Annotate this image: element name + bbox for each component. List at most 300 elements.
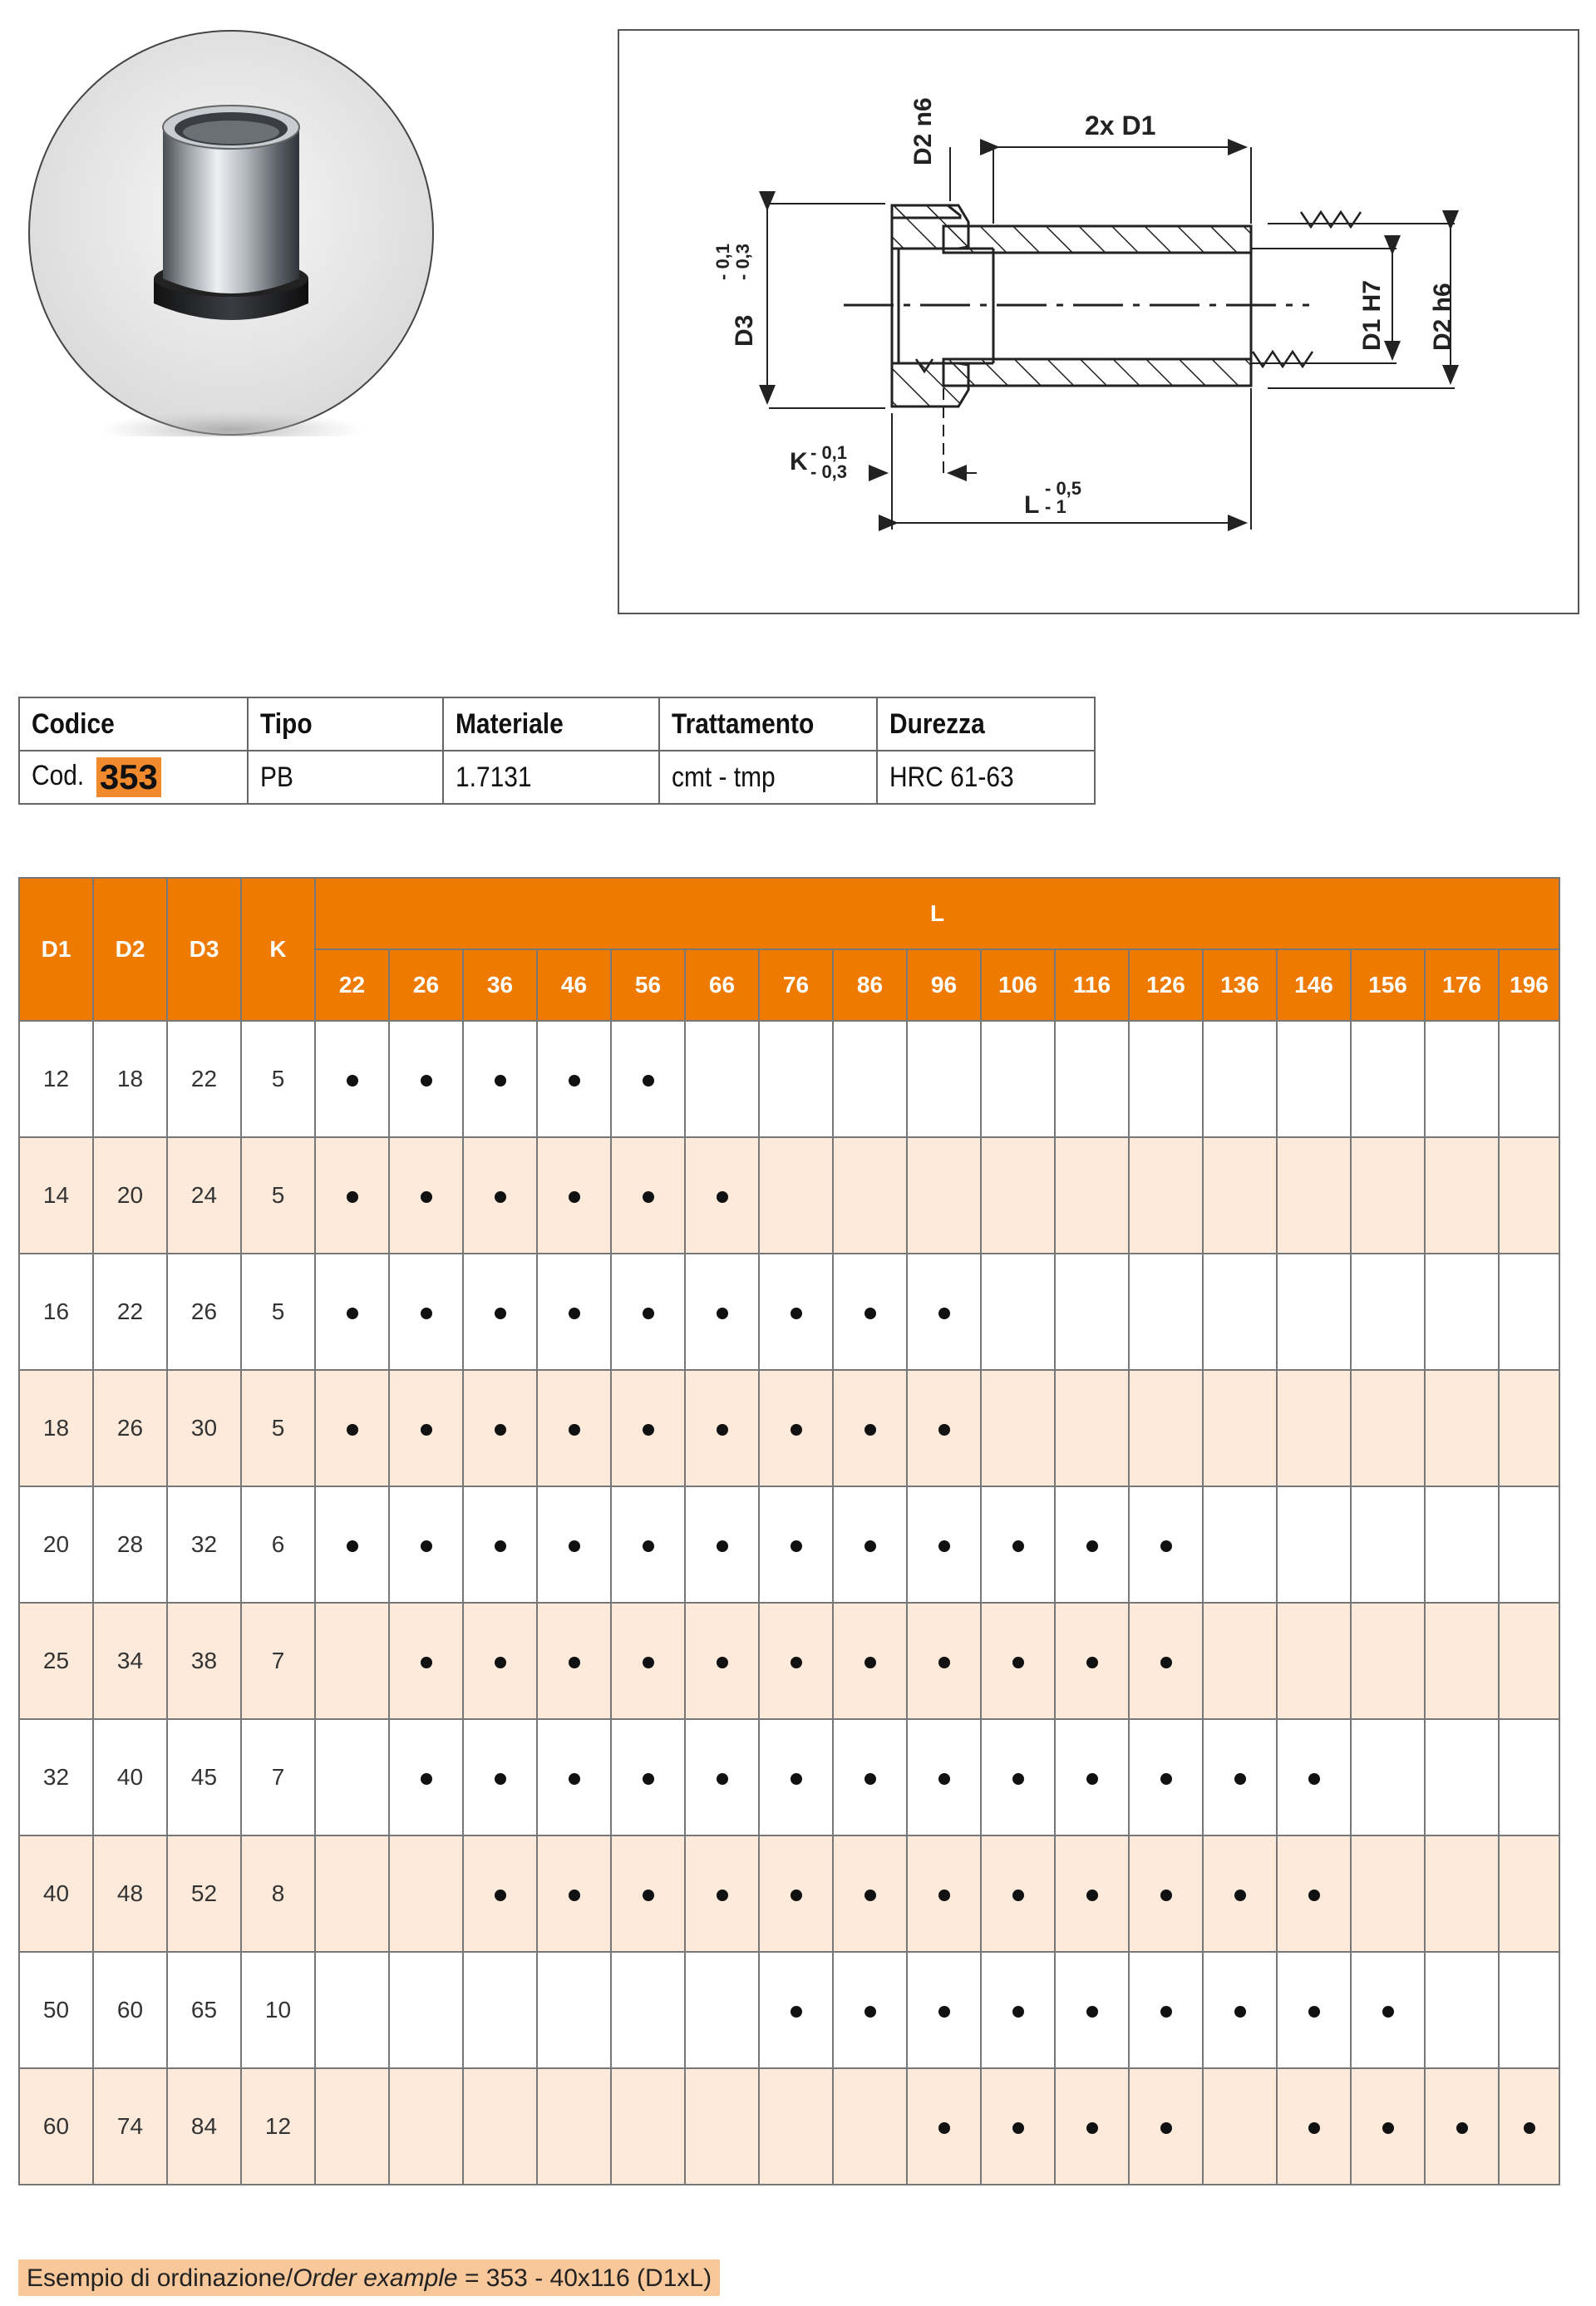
availability-cell bbox=[1425, 1486, 1499, 1603]
availability-cell bbox=[685, 1486, 759, 1603]
available-dot bbox=[1382, 2122, 1394, 2134]
availability-cell bbox=[1425, 1835, 1499, 1952]
availability-cell bbox=[1129, 1370, 1203, 1486]
available-dot bbox=[1234, 1773, 1246, 1785]
availability-cell bbox=[315, 1835, 389, 1952]
availability-cell bbox=[1351, 2068, 1425, 2185]
availability-cell bbox=[389, 1486, 463, 1603]
cell-k: 12 bbox=[241, 2068, 315, 2185]
available-dot bbox=[1160, 2006, 1172, 2018]
available-dot bbox=[569, 1424, 580, 1436]
cell-d3: 26 bbox=[167, 1254, 241, 1370]
header-l-value: 156 bbox=[1351, 949, 1425, 1021]
availability-cell bbox=[537, 2068, 611, 2185]
availability-cell bbox=[907, 1486, 981, 1603]
availability-cell bbox=[389, 2068, 463, 2185]
availability-cell bbox=[611, 1486, 685, 1603]
table-header-row-1 bbox=[19, 878, 1559, 949]
availability-cell bbox=[833, 1835, 907, 1952]
availability-cell bbox=[1351, 1486, 1425, 1603]
cell-k: 5 bbox=[241, 1021, 315, 1137]
availability-cell bbox=[907, 1719, 981, 1835]
availability-cell bbox=[463, 1370, 537, 1486]
cell-d2: 40 bbox=[93, 1719, 167, 1835]
availability-cell bbox=[1203, 1835, 1277, 1952]
table-row bbox=[19, 1603, 1559, 1719]
available-dot bbox=[569, 1075, 580, 1086]
availability-cell bbox=[1425, 1719, 1499, 1835]
spec-code-cell bbox=[19, 751, 248, 804]
availability-cell bbox=[685, 1603, 759, 1719]
availability-cell bbox=[1499, 1021, 1559, 1137]
available-dot bbox=[1160, 1540, 1172, 1552]
available-dot bbox=[1012, 2122, 1024, 2134]
availability-cell bbox=[1203, 1021, 1277, 1137]
availability-cell bbox=[1277, 1254, 1351, 1370]
availability-cell bbox=[389, 1835, 463, 1952]
cell-k: 7 bbox=[241, 1603, 315, 1719]
available-dot bbox=[643, 1191, 654, 1203]
cell-d2: 34 bbox=[93, 1603, 167, 1719]
header-l-value: 136 bbox=[1203, 949, 1277, 1021]
availability-cell bbox=[315, 1486, 389, 1603]
availability-cell bbox=[1351, 1603, 1425, 1719]
availability-cell bbox=[537, 1137, 611, 1254]
available-dot bbox=[864, 1424, 876, 1436]
cell-k: 8 bbox=[241, 1835, 315, 1952]
availability-cell bbox=[611, 1719, 685, 1835]
availability-cell bbox=[759, 2068, 833, 2185]
header-l-value: 76 bbox=[759, 949, 833, 1021]
availability-cell bbox=[1129, 1835, 1203, 1952]
availability-cell bbox=[1055, 1254, 1129, 1370]
availability-cell bbox=[685, 1835, 759, 1952]
availability-cell bbox=[1129, 1137, 1203, 1254]
availability-cell bbox=[1129, 1603, 1203, 1719]
availability-cell bbox=[759, 1952, 833, 2068]
header-l-value: 196 bbox=[1499, 949, 1559, 1021]
available-dot bbox=[1524, 2122, 1535, 2134]
availability-cell bbox=[389, 1370, 463, 1486]
available-dot bbox=[717, 1890, 728, 1901]
availability-cell bbox=[981, 1254, 1055, 1370]
availability-cell bbox=[1499, 1603, 1559, 1719]
table-row bbox=[19, 1719, 1559, 1835]
available-dot bbox=[1086, 2122, 1098, 2134]
availability-cell bbox=[611, 1952, 685, 2068]
header-l-value: 22 bbox=[315, 949, 389, 1021]
availability-cell bbox=[1203, 1719, 1277, 1835]
cell-d1: 16 bbox=[19, 1254, 93, 1370]
availability-cell bbox=[1277, 1603, 1351, 1719]
availability-cell bbox=[1203, 1603, 1277, 1719]
availability-cell bbox=[1203, 1254, 1277, 1370]
header-l-value: 56 bbox=[611, 949, 685, 1021]
available-dot bbox=[1308, 2122, 1320, 2134]
available-dot bbox=[1012, 1773, 1024, 1785]
available-dot bbox=[1160, 1773, 1172, 1785]
availability-cell bbox=[907, 2068, 981, 2185]
available-dot bbox=[938, 1890, 950, 1901]
availability-cell bbox=[537, 1719, 611, 1835]
available-dot bbox=[938, 1773, 950, 1785]
availability-cell bbox=[759, 1486, 833, 1603]
cell-d1: 18 bbox=[19, 1370, 93, 1486]
technical-drawing bbox=[618, 29, 1579, 614]
available-dot bbox=[1234, 2006, 1246, 2018]
header-l-value: 26 bbox=[389, 949, 463, 1021]
cell-k: 10 bbox=[241, 1952, 315, 2068]
availability-cell bbox=[759, 1021, 833, 1137]
cod-number-badge: 353 bbox=[96, 757, 161, 797]
availability-cell bbox=[1203, 1486, 1277, 1603]
availability-cell bbox=[611, 1835, 685, 1952]
availability-cell bbox=[1351, 1370, 1425, 1486]
available-dot bbox=[1086, 2006, 1098, 2018]
availability-cell bbox=[1129, 1021, 1203, 1137]
availability-cell bbox=[463, 1254, 537, 1370]
available-dot bbox=[495, 1424, 506, 1436]
header-l-value: 86 bbox=[833, 949, 907, 1021]
cell-d2: 20 bbox=[93, 1137, 167, 1254]
availability-cell bbox=[685, 1952, 759, 2068]
spec-header-durezza: Durezza bbox=[877, 697, 1095, 751]
available-dot bbox=[717, 1773, 728, 1785]
availability-cell bbox=[833, 1719, 907, 1835]
availability-cell bbox=[1351, 1719, 1425, 1835]
available-dot bbox=[569, 1657, 580, 1668]
available-dot bbox=[864, 1308, 876, 1319]
k-tol-bottom: - 0,3 bbox=[810, 461, 848, 482]
available-dot bbox=[864, 1890, 876, 1901]
cell-d1: 50 bbox=[19, 1952, 93, 2068]
available-dot bbox=[643, 1657, 654, 1668]
header-l-value: 96 bbox=[907, 949, 981, 1021]
d3-label: D3 bbox=[731, 314, 758, 347]
availability-cell bbox=[1129, 1254, 1203, 1370]
available-dot bbox=[643, 1773, 654, 1785]
available-dot bbox=[643, 1075, 654, 1086]
available-dot bbox=[421, 1657, 432, 1668]
availability-cell bbox=[907, 1952, 981, 2068]
availability-cell bbox=[537, 1486, 611, 1603]
example-prefix: Esempio di ordinazione/ bbox=[27, 2264, 293, 2292]
two-d1-label: 2x D1 bbox=[1085, 111, 1156, 140]
availability-cell bbox=[537, 1952, 611, 2068]
available-dot bbox=[495, 1308, 506, 1319]
availability-cell bbox=[389, 1254, 463, 1370]
table-row bbox=[19, 2068, 1559, 2185]
cell-k: 6 bbox=[241, 1486, 315, 1603]
available-dot bbox=[864, 1540, 876, 1552]
availability-cell bbox=[759, 1370, 833, 1486]
available-dot bbox=[643, 1540, 654, 1552]
available-dot bbox=[347, 1191, 358, 1203]
available-dot bbox=[569, 1773, 580, 1785]
availability-cell bbox=[1277, 1370, 1351, 1486]
availability-cell bbox=[833, 2068, 907, 2185]
availability-cell bbox=[389, 1021, 463, 1137]
availability-cell bbox=[1499, 1370, 1559, 1486]
cell-d3: 84 bbox=[167, 2068, 241, 2185]
available-dot bbox=[791, 1890, 802, 1901]
cell-d2: 28 bbox=[93, 1486, 167, 1603]
availability-cell bbox=[1055, 2068, 1129, 2185]
spec-tipo-value: PB bbox=[248, 751, 443, 804]
availability-cell bbox=[537, 1835, 611, 1952]
availability-cell bbox=[315, 1137, 389, 1254]
header-l-value: 176 bbox=[1425, 949, 1499, 1021]
d3-tol-top: - 0,1 bbox=[712, 243, 733, 280]
availability-cell bbox=[981, 1835, 1055, 1952]
cell-d2: 18 bbox=[93, 1021, 167, 1137]
available-dot bbox=[643, 1308, 654, 1319]
availability-cell bbox=[1203, 1370, 1277, 1486]
available-dot bbox=[938, 1657, 950, 1668]
availability-cell bbox=[685, 2068, 759, 2185]
availability-cell bbox=[1277, 1835, 1351, 1952]
spec-header-codice: Codice bbox=[19, 697, 248, 751]
available-dot bbox=[1012, 1657, 1024, 1668]
availability-cell bbox=[1425, 1254, 1499, 1370]
header-l-value: 46 bbox=[537, 949, 611, 1021]
cell-d3: 65 bbox=[167, 1952, 241, 2068]
availability-cell bbox=[1277, 1486, 1351, 1603]
available-dot bbox=[717, 1308, 728, 1319]
cell-d3: 52 bbox=[167, 1835, 241, 1952]
availability-cell bbox=[1351, 1835, 1425, 1952]
header-l-value: 106 bbox=[981, 949, 1055, 1021]
available-dot bbox=[1012, 2006, 1024, 2018]
availability-cell bbox=[759, 1835, 833, 1952]
product-photo bbox=[27, 29, 435, 436]
availability-cell bbox=[1055, 1603, 1129, 1719]
available-dot bbox=[938, 1308, 950, 1319]
availability-cell bbox=[981, 1021, 1055, 1137]
availability-cell bbox=[1055, 1137, 1129, 1254]
cell-d3: 30 bbox=[167, 1370, 241, 1486]
availability-cell bbox=[1129, 1486, 1203, 1603]
available-dot bbox=[1160, 2122, 1172, 2134]
available-dot bbox=[1160, 1657, 1172, 1668]
cell-d3: 38 bbox=[167, 1603, 241, 1719]
availability-cell bbox=[981, 1370, 1055, 1486]
spec-value-row bbox=[19, 751, 1095, 804]
available-dot bbox=[495, 1075, 506, 1086]
available-dot bbox=[791, 1540, 802, 1552]
cell-d2: 60 bbox=[93, 1952, 167, 2068]
cell-d1: 12 bbox=[19, 1021, 93, 1137]
availability-cell bbox=[685, 1021, 759, 1137]
d2n6-label: D2 n6 bbox=[909, 97, 937, 165]
availability-cell bbox=[1499, 1137, 1559, 1254]
availability-cell bbox=[1351, 1952, 1425, 2068]
table-row bbox=[19, 1021, 1559, 1137]
cell-d1: 25 bbox=[19, 1603, 93, 1719]
availability-cell bbox=[907, 1603, 981, 1719]
available-dot bbox=[1012, 1890, 1024, 1901]
available-dot bbox=[1456, 2122, 1468, 2134]
available-dot bbox=[569, 1308, 580, 1319]
availability-cell bbox=[1055, 1719, 1129, 1835]
availability-cell bbox=[981, 1719, 1055, 1835]
available-dot bbox=[421, 1540, 432, 1552]
cell-k: 5 bbox=[241, 1370, 315, 1486]
availability-cell bbox=[1425, 1137, 1499, 1254]
k-tol-top: - 0,1 bbox=[810, 442, 848, 463]
availability-cell bbox=[1499, 1835, 1559, 1952]
availability-cell bbox=[611, 1021, 685, 1137]
availability-cell bbox=[981, 1486, 1055, 1603]
availability-cell bbox=[907, 1370, 981, 1486]
header-l: L bbox=[315, 878, 1559, 949]
d3-tol-bottom: - 0,3 bbox=[732, 243, 753, 280]
availability-cell bbox=[907, 1835, 981, 1952]
cell-d1: 20 bbox=[19, 1486, 93, 1603]
available-dot bbox=[938, 1540, 950, 1552]
available-dot bbox=[938, 1424, 950, 1436]
header-d1: D1 bbox=[19, 878, 93, 1021]
availability-cell bbox=[1277, 1952, 1351, 2068]
availability-cell bbox=[315, 1719, 389, 1835]
availability-cell bbox=[1055, 1952, 1129, 2068]
available-dot bbox=[1308, 1773, 1320, 1785]
available-dot bbox=[1308, 2006, 1320, 2018]
available-dot bbox=[864, 1657, 876, 1668]
availability-cell bbox=[1203, 1952, 1277, 2068]
available-dot bbox=[643, 1890, 654, 1901]
availability-cell bbox=[759, 1137, 833, 1254]
availability-cell bbox=[1055, 1835, 1129, 1952]
availability-cell bbox=[1499, 1952, 1559, 2068]
order-example bbox=[18, 2259, 720, 2296]
header-l-value: 66 bbox=[685, 949, 759, 1021]
availability-cell bbox=[463, 1603, 537, 1719]
availability-cell bbox=[389, 1603, 463, 1719]
header-l-value: 36 bbox=[463, 949, 537, 1021]
d1h7-label: D1 H7 bbox=[1358, 279, 1386, 351]
cell-d1: 32 bbox=[19, 1719, 93, 1835]
spec-header-materiale: Materiale bbox=[443, 697, 659, 751]
available-dot bbox=[421, 1191, 432, 1203]
availability-cell bbox=[463, 1486, 537, 1603]
availability-cell bbox=[1055, 1486, 1129, 1603]
availability-cell bbox=[833, 1254, 907, 1370]
availability-cell bbox=[1277, 1137, 1351, 1254]
availability-cell bbox=[315, 1021, 389, 1137]
availability-cell bbox=[759, 1254, 833, 1370]
availability-cell bbox=[463, 1137, 537, 1254]
table-row bbox=[19, 1835, 1559, 1952]
availability-cell bbox=[1499, 2068, 1559, 2185]
availability-cell bbox=[1425, 1370, 1499, 1486]
header-l-value: 126 bbox=[1129, 949, 1203, 1021]
k-label: K bbox=[790, 448, 808, 475]
availability-cell bbox=[685, 1719, 759, 1835]
availability-cell bbox=[907, 1137, 981, 1254]
availability-cell bbox=[833, 1370, 907, 1486]
header-l-value: 146 bbox=[1277, 949, 1351, 1021]
availability-cell bbox=[1425, 1952, 1499, 2068]
availability-cell bbox=[1499, 1486, 1559, 1603]
cell-d1: 14 bbox=[19, 1137, 93, 1254]
example-suffix: = 353 - 40x116 (D1xL) bbox=[457, 2264, 712, 2292]
example-italic: Order example bbox=[293, 2264, 458, 2292]
available-dot bbox=[717, 1424, 728, 1436]
available-dot bbox=[864, 2006, 876, 2018]
availability-cell bbox=[1203, 1137, 1277, 1254]
availability-cell bbox=[833, 1137, 907, 1254]
cell-d2: 74 bbox=[93, 2068, 167, 2185]
availability-cell bbox=[463, 1952, 537, 2068]
available-dot bbox=[347, 1308, 358, 1319]
availability-cell bbox=[1277, 2068, 1351, 2185]
availability-cell bbox=[315, 2068, 389, 2185]
available-dot bbox=[569, 1540, 580, 1552]
header-d2: D2 bbox=[93, 878, 167, 1021]
available-dot bbox=[495, 1773, 506, 1785]
availability-cell bbox=[611, 1254, 685, 1370]
availability-cell bbox=[315, 1254, 389, 1370]
table-row bbox=[19, 1952, 1559, 2068]
available-dot bbox=[495, 1540, 506, 1552]
availability-cell bbox=[315, 1603, 389, 1719]
cell-d1: 40 bbox=[19, 1835, 93, 1952]
available-dot bbox=[347, 1424, 358, 1436]
available-dot bbox=[864, 1773, 876, 1785]
available-dot bbox=[569, 1890, 580, 1901]
available-dot bbox=[421, 1308, 432, 1319]
available-dot bbox=[495, 1890, 506, 1901]
available-dot bbox=[1086, 1773, 1098, 1785]
available-dot bbox=[791, 1424, 802, 1436]
available-dot bbox=[347, 1075, 358, 1086]
availability-cell bbox=[463, 2068, 537, 2185]
available-dot bbox=[717, 1191, 728, 1203]
availability-cell bbox=[537, 1370, 611, 1486]
availability-cell bbox=[389, 1719, 463, 1835]
l-tol-bottom: - 1 bbox=[1045, 496, 1066, 517]
cell-d3: 22 bbox=[167, 1021, 241, 1137]
available-dot bbox=[1308, 1890, 1320, 1901]
availability-cell bbox=[1203, 2068, 1277, 2185]
availability-cell bbox=[611, 1603, 685, 1719]
availability-cell bbox=[685, 1370, 759, 1486]
availability-cell bbox=[833, 1486, 907, 1603]
d2h6-label: D2 h6 bbox=[1429, 283, 1456, 351]
availability-cell bbox=[1351, 1254, 1425, 1370]
available-dot bbox=[938, 2006, 950, 2018]
availability-cell bbox=[685, 1137, 759, 1254]
available-dot bbox=[421, 1075, 432, 1086]
table-row bbox=[19, 1137, 1559, 1254]
cell-k: 7 bbox=[241, 1719, 315, 1835]
available-dot bbox=[938, 2122, 950, 2134]
availability-cell bbox=[1129, 1952, 1203, 2068]
availability-cell bbox=[611, 1370, 685, 1486]
cod-prefix: Cod. bbox=[32, 759, 85, 791]
availability-cell bbox=[833, 1021, 907, 1137]
availability-cell bbox=[611, 1137, 685, 1254]
cell-d3: 24 bbox=[167, 1137, 241, 1254]
cell-d2: 26 bbox=[93, 1370, 167, 1486]
bushing-cross-section-diagram bbox=[619, 31, 1578, 613]
availability-cell bbox=[1425, 2068, 1499, 2185]
available-dot bbox=[1234, 1890, 1246, 1901]
cell-k: 5 bbox=[241, 1137, 315, 1254]
available-dot bbox=[717, 1540, 728, 1552]
availability-cell bbox=[1499, 1719, 1559, 1835]
